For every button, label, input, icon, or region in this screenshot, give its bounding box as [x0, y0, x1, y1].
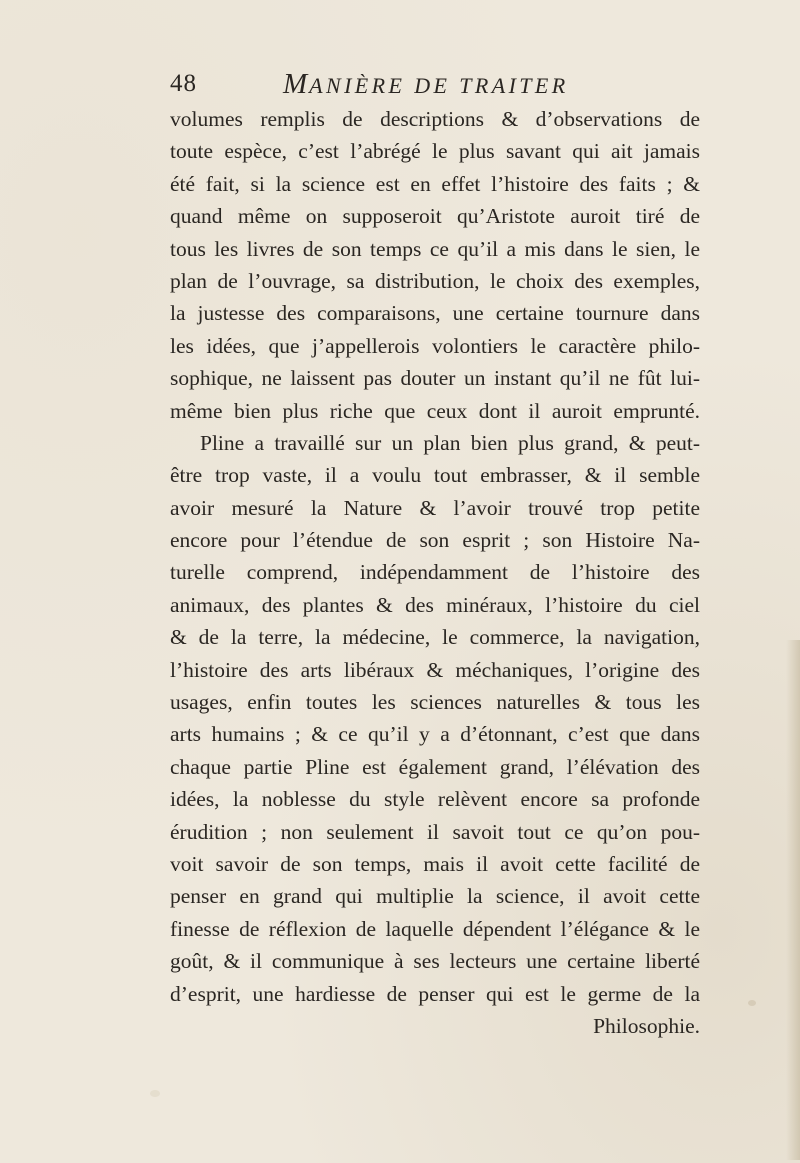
paragraph-start-line: Pline a travaillé sur un plan bien plus grand, & peut-	[200, 430, 700, 455]
text-line: même bien plus riche que ceux dont il auroit emprunté.	[170, 398, 700, 423]
text-line: plan de l’ouvrage, sa distribution, le choix des exemples,	[170, 268, 700, 293]
page-edge-shadow	[786, 640, 800, 1160]
paper-stain	[150, 1090, 160, 1097]
body-text	[170, 103, 700, 1042]
text-line: avoir mesuré la Nature & l’avoir trouvé trop petite	[170, 495, 700, 520]
text-line: arts humains ; & ce qu’il y a d’étonnant, c’est que dans	[170, 722, 700, 747]
text-line: goût, & il communique à ses lecteurs une certaine liberté	[170, 949, 700, 974]
text-line: être trop vaste, il a voulu tout embrasser, & il semble	[170, 463, 700, 488]
text-line: érudition ; non seulement il savoit tout ce qu’on pou-	[170, 819, 700, 844]
text-line: l’histoire des arts libéraux & méchaniques, l’origine des	[170, 657, 700, 682]
running-title	[283, 68, 569, 101]
text-line: les idées, que j’appellerois volontiers le caractère philo-	[170, 333, 700, 358]
text-line: usages, enfin toutes les sciences naturelles & tous les	[170, 690, 700, 715]
text-line: finesse de réflexion de laquelle dépendent l’élégance & le	[170, 916, 700, 941]
text-line: penser en grand qui multiplie la science, il avoit cette	[170, 884, 700, 909]
text-line: animaux, des plantes & des minéraux, l’histoire du ciel	[170, 592, 700, 617]
text-line: tous les livres de son temps ce qu’il a mis dans le sien, le	[170, 236, 700, 261]
text-line: quand même on supposeroit qu’Aristote auroit tiré de	[170, 204, 700, 229]
running-title-text: ANIÈRE DE TRAITER	[309, 73, 569, 98]
paper-stain	[748, 1000, 756, 1006]
text-line: & de la terre, la médecine, le commerce, la navigation,	[170, 625, 700, 650]
text-line: idées, la noblesse du style relèvent encore sa profonde	[170, 787, 700, 812]
text-line: toute espèce, c’est l’abrégé le plus savant qui ait jamais	[170, 139, 700, 164]
text-line: sophique, ne laissent pas douter un instant qu’il ne fût lui-	[170, 366, 700, 391]
text-line: été fait, si la science est en effet l’histoire des faits ; &	[170, 171, 700, 196]
page-number: 48	[170, 70, 197, 97]
text-line: chaque partie Pline est également grand, l’élévation des	[170, 754, 700, 779]
text-line: turelle comprend, indépendamment de l’histoire des	[170, 560, 700, 585]
text-line: d’esprit, une hardiesse de penser qui est le germe de la	[170, 981, 700, 1006]
text-line: voit savoir de son temps, mais il avoit cette facilité de	[170, 851, 700, 876]
paragraph-end-line: Philosophie.	[593, 1013, 700, 1038]
running-title-initial: M	[283, 68, 310, 100]
text-line: la justesse des comparaisons, une certaine tournure dans	[170, 301, 700, 326]
text-line: encore pour l’étendue de son esprit ; son Histoire Na-	[170, 528, 700, 553]
text-line: volumes remplis de descriptions & d’observations de	[170, 107, 700, 131]
